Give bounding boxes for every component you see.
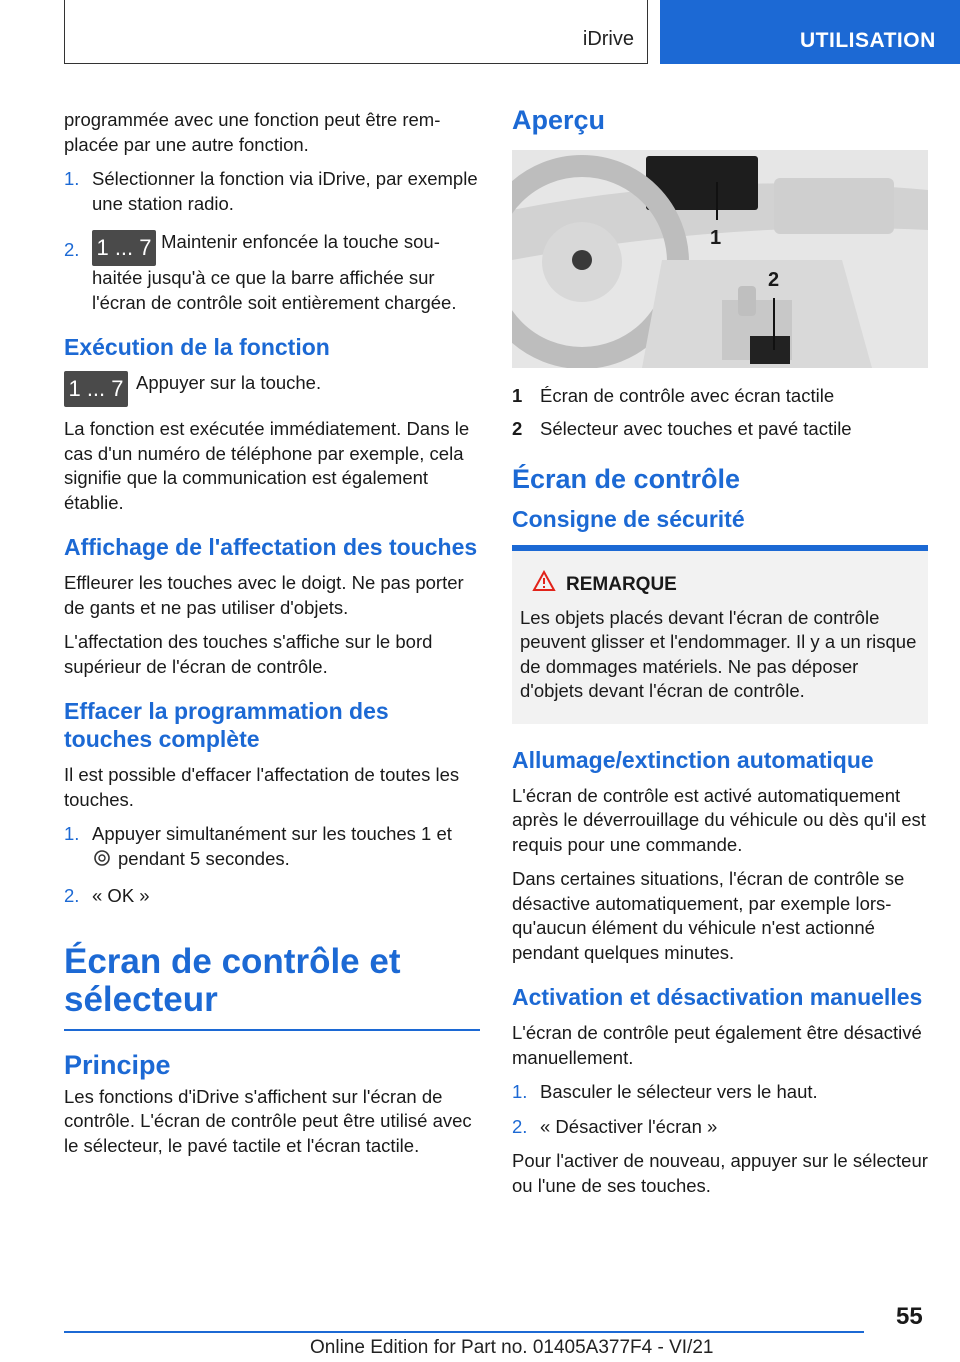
photo-label-2: 2 (768, 269, 780, 291)
heading-effacer: Effacer la programmation des touches complète (64, 698, 389, 752)
list-item (64, 822, 480, 874)
cockpit-photo (512, 150, 928, 368)
allumage-paragraph-1: L'écran de contrôle est activé automatiquement après le déverrouillage du véhicule ou dès qu'il est requis pour une commande. (512, 784, 926, 855)
heading-apercu: Aperçu (512, 105, 606, 135)
legend-number: 1 (512, 385, 523, 406)
final-paragraph: Pour l'activer de nouveau, appuyer sur le sélecteur ou l'une de ses touches. (512, 1150, 928, 1196)
allumage-paragraph-2: Dans certaines situations, l'écran de contrôle se désactive automatiquement, par exemple lorsqu'aucun élément du véhicule n'est actionné pendant quelques minutes. (512, 868, 905, 963)
step-text: « Désactiver l'écran » (540, 1115, 718, 1137)
heading-activation: Activation et désactivation manuelles (512, 984, 923, 1010)
exec-text: Appuyer sur la touche. (136, 372, 322, 393)
effacer-paragraph: Il est possible d'effacer l'affectation de toutes les touches. (64, 764, 460, 810)
favorite-key-icon: 1 ... 7 (64, 371, 128, 407)
heading-ecran-selecteur: Écran de contrôle et sélecteur (64, 941, 401, 1019)
warning-title (520, 573, 920, 598)
warning-box (512, 545, 928, 724)
step-text: Basculer le sélecteur vers le haut. (540, 1081, 818, 1102)
header-frame (64, 0, 648, 64)
settings-gear-icon (92, 848, 112, 875)
left-column (64, 108, 480, 1168)
legend-item (512, 384, 928, 409)
list-item (512, 1080, 928, 1105)
header-section: iDrive (582, 28, 634, 50)
legend-item (512, 417, 928, 442)
step-number: 1. (64, 823, 80, 844)
heading-execution: Exécution de la fonction (64, 334, 330, 360)
legend-text: Sélecteur avec touches et pavé tactile (540, 417, 852, 439)
legend-number: 2 (512, 417, 523, 439)
list-item (64, 884, 480, 909)
activation-paragraph: L'écran de contrôle peut également être désactivé manuellement. (512, 1022, 922, 1068)
heading-affichage: Affichage de l'affectation des touches (64, 534, 478, 560)
step-number: 2. (512, 1115, 528, 1137)
step-text: pendant 5 secondes. (118, 847, 290, 869)
right-column (512, 104, 928, 1208)
heading-consigne: Consigne de sécurité (512, 506, 745, 532)
list-item (64, 167, 480, 216)
photo-label-1: 1 (710, 227, 722, 249)
favorite-key-icon: 1 ... 7 (92, 230, 156, 266)
step-number: 2. (64, 239, 80, 260)
heading-ecran-controle: Écran de contrôle (512, 464, 741, 494)
heading-rule (64, 1029, 480, 1031)
step-text: Maintenir enfoncée la touche souhaitée jusqu'à ce que la barre affichée sur l'écran de contrôle soit entièrement chargée. (92, 231, 457, 313)
warning-text: Les objets placés devant l'écran de contrôle peuvent glisser et l'endommager. Il y a un risque de dommages matériels. Ne pas déposer d'objets devant l'écran de contrôle. (520, 606, 917, 701)
step-number: 1. (64, 168, 80, 189)
affichage-paragraph-2: L'affectation des touches s'affiche sur le bord supérieur de l'écran de contrôle. (64, 631, 433, 677)
header-chapter: UTILISATION (800, 29, 936, 52)
heading-allumage: Allumage/extinction automatique (512, 746, 874, 773)
header-chapter-tab (660, 0, 960, 64)
step-number: 1. (512, 1081, 528, 1102)
step-text: « OK » (92, 885, 150, 906)
principe-paragraph: Les fonctions d'iDrive s'affichent sur l'écran de contrôle. L'écran de contrôle peut être utilisé avec le sélecteur, le pavé tactile et l'écran tactile. (64, 1085, 472, 1156)
footer-rule (64, 1331, 864, 1333)
step-text: Sélectionner la fonction via iDrive, par exemple une station radio. (92, 168, 478, 214)
cockpit-illustration (512, 150, 928, 368)
warning-title-text: REMARQUE (566, 574, 677, 595)
step-number: 2. (64, 885, 80, 906)
affichage-paragraph-1: Effleurer les touches avec le doigt. Ne pas porter de gants et ne pas utiliser d'objets. (64, 572, 464, 618)
legend-text: Écran de contrôle avec écran tactile (540, 385, 835, 406)
step-text: Appuyer simultanément sur les touches 1 et (92, 823, 452, 844)
intro-text: programmée avec une fonction peut être remplacée par une autre fonction. (64, 109, 441, 155)
exec-line (64, 371, 480, 407)
exec-paragraph: La fonction est exécutée immédiatement. Dans le cas d'un numéro de téléphone par exemple, cela signifie que la communication est également établie. (64, 418, 470, 513)
list-item (512, 1115, 928, 1140)
page-number: 55 (896, 1303, 923, 1330)
warning-triangle-icon (532, 570, 556, 592)
heading-principe: Principe (64, 1049, 171, 1080)
list-item (64, 230, 480, 315)
footer-edition: Online Edition for Part no. 01405A377F4 - VI/21 (310, 1337, 714, 1358)
